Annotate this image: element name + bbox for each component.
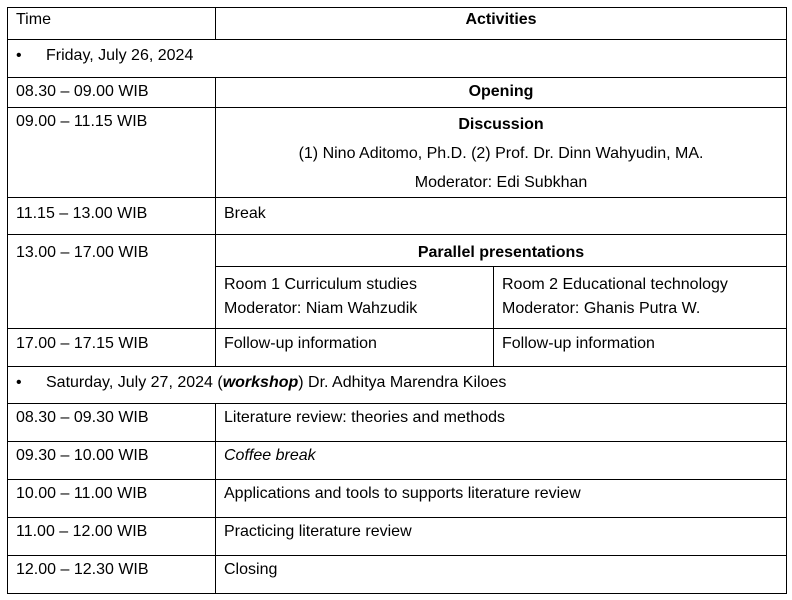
discussion-moderator: Moderator: Edi Subkhan: [414, 174, 588, 191]
table-row: [8, 480, 787, 518]
table-row: [8, 198, 787, 235]
room1-title: Room 1 Curriculum studies: [224, 276, 417, 293]
activity-cell: Break: [216, 198, 787, 235]
day-label-start: Saturday, July 27, 2024 (: [46, 374, 223, 391]
discussion-title: Discussion: [458, 116, 544, 133]
time-cell: 12.00 – 12.30 WIB: [8, 556, 216, 594]
time-cell: 08.30 – 09.00 WIB: [8, 78, 216, 108]
table-row: [8, 518, 787, 556]
activity-cell: Applications and tools to supports literature review: [216, 480, 787, 518]
schedule-table: [7, 7, 787, 594]
time-cell: 11.00 – 12.00 WIB: [8, 518, 216, 556]
header-row: [8, 8, 787, 40]
day-row-saturday: [8, 367, 787, 404]
room2-title: Room 2 Educational technology: [502, 276, 728, 293]
time-cell: 08.30 – 09.30 WIB: [8, 404, 216, 442]
activity-cell: Practicing literature review: [216, 518, 787, 556]
activity-cell: Coffee break: [216, 442, 787, 480]
time-cell: 17.00 – 17.15 WIB: [8, 329, 216, 367]
time-cell: 09.00 – 11.15 WIB: [8, 108, 216, 198]
time-cell: 10.00 – 11.00 WIB: [8, 480, 216, 518]
activity-cell: Opening: [216, 78, 787, 108]
bullet-icon: •: [16, 374, 22, 391]
time-cell: 11.15 – 13.00 WIB: [8, 198, 216, 235]
activity-cell: Closing: [216, 556, 787, 594]
room2-moderator: Moderator: Ghanis Putra W.: [502, 300, 701, 317]
day-label: Friday, July 26, 2024: [46, 47, 194, 64]
parallel-title: Parallel presentations: [216, 235, 787, 267]
table-row: [8, 235, 787, 267]
day-row-friday: [8, 40, 787, 78]
activity-cell: Literature review: theories and methods: [216, 404, 787, 442]
time-cell: 13.00 – 17.00 WIB: [8, 235, 216, 329]
activity-cell: Follow-up information: [494, 329, 787, 367]
time-cell: 09.30 – 10.00 WIB: [8, 442, 216, 480]
room1-moderator: Moderator: Niam Wahzudik: [224, 300, 418, 317]
activity-cell: Follow-up information: [216, 329, 494, 367]
table-row: [8, 108, 787, 198]
table-row: [8, 442, 787, 480]
table-row: [8, 78, 787, 108]
table-row: [8, 404, 787, 442]
workshop-label: workshop: [222, 374, 299, 391]
day-label-end: ) Dr. Adhitya Marendra Kiloes: [298, 374, 507, 391]
activities-header: Activities: [216, 8, 787, 40]
time-header: Time: [8, 8, 216, 40]
table-row: [8, 329, 787, 367]
bullet-icon: •: [16, 47, 22, 64]
table-row: [8, 556, 787, 594]
discussion-speakers: (1) Nino Aditomo, Ph.D. (2) Prof. Dr. Dinn Wahyudin, MA.: [298, 145, 704, 162]
